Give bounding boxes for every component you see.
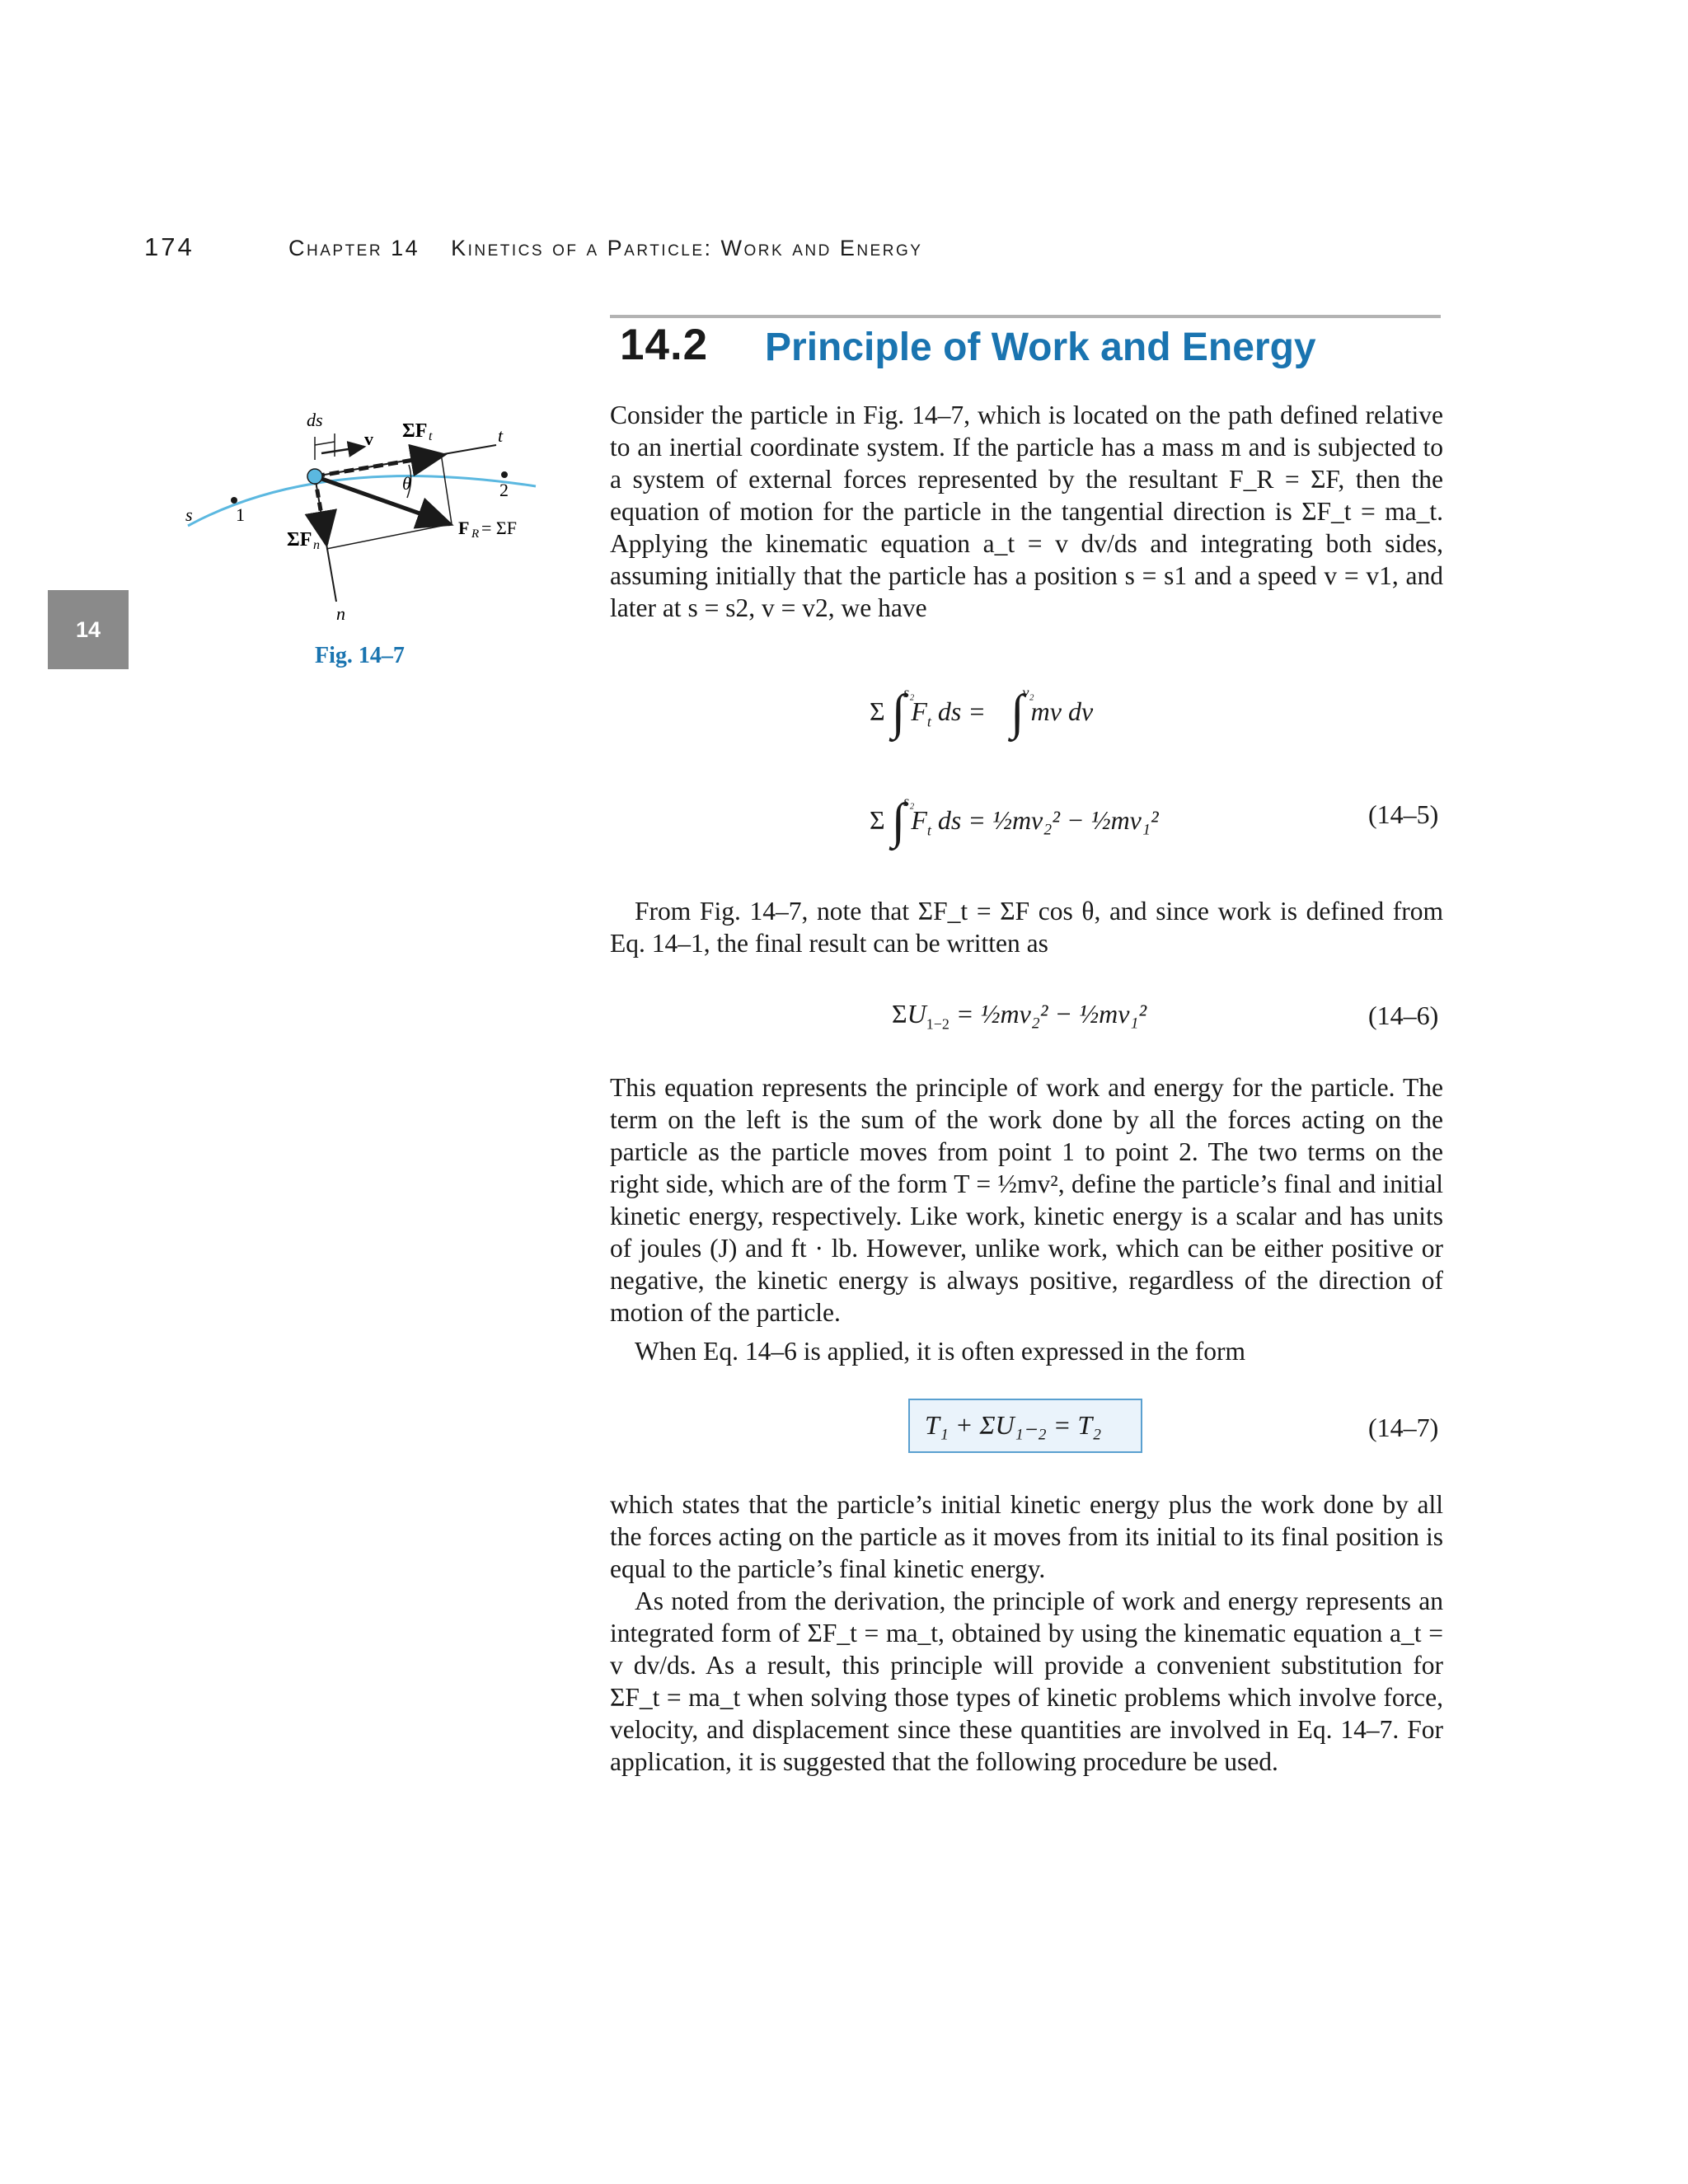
equation-14-5: Σ ∫ $^{s_2}$ $F_t$ ds = ½mv₂² − ½mv₁² (870, 793, 1159, 848)
paragraph-6 (610, 1585, 1443, 1778)
label-fr-eq: = ΣF (481, 518, 517, 538)
section-title: Principle of Work and Energy (765, 326, 1316, 369)
label-theta: θ (402, 473, 411, 494)
equation-number-14-6: (14–6) (1368, 1001, 1439, 1030)
label-sum-ft: ΣF (402, 420, 428, 442)
figure-caption: Fig. 14–7 (315, 643, 405, 668)
label-point-1: 1 (236, 504, 245, 525)
label-v: v (364, 429, 373, 449)
paragraph-4-text: When Eq. 14–6 is applied, it is often expressed in the form (635, 1337, 1245, 1366)
paragraph-5 (610, 1488, 1443, 1585)
point-2-dot (501, 471, 508, 478)
sum-ft-vector (315, 455, 443, 476)
parallelogram-side (326, 524, 450, 549)
velocity-arrow (321, 447, 364, 453)
figure-14-7 (173, 404, 552, 643)
label-t-axis: t (498, 425, 504, 446)
running-header (288, 236, 922, 261)
equation-14-7: T₁ + ΣU₁₋₂ = T₂ (925, 1410, 1102, 1440)
label-point-2: 2 (499, 480, 509, 500)
label-sum-ft-sub: t (429, 429, 433, 443)
label-sum-fn-sub: n (313, 538, 320, 552)
label-ds: ds (307, 410, 323, 430)
chapter-tab: 14 (48, 590, 129, 669)
label-fr: F (458, 518, 470, 538)
particle (307, 469, 322, 484)
equation-integral: Σ ∫ $^{s_2}$ $F_t$ ds = ∫ $^{v_2}$ mv dv (870, 684, 1094, 739)
resultant-vector (315, 476, 450, 524)
label-sum-fn: ΣF (287, 529, 312, 551)
paragraph-2-text: From Fig. 14–7, note that ΣF_t = ΣF cos θ, and since work is defined from Eq. 14–1, the final result can be written as (610, 897, 1443, 958)
chapter-label: Chapter 14 (288, 236, 420, 260)
ds-marker (315, 442, 335, 445)
section-rule (610, 315, 1441, 318)
equation-number-14-5: (14–5) (1368, 799, 1439, 829)
equation-14-6: $\Sigma U_{1-2}$ = ½mv₂² − ½mv₁² (892, 999, 1147, 1033)
equation-number-14-7: (14–7) (1368, 1413, 1439, 1442)
equation-14-7-box (908, 1399, 1142, 1453)
page-number: 174 (144, 232, 195, 261)
paragraph-1-text: Consider the particle in Fig. 14–7, which is located on the path defined relative to an inertial coordinate system. If the particle has a mass m and is subjected to a system of external forces represented by the resultant F_R = ΣF, then the equation of motion for the particle in the tangential direction is ΣF_t = ma_t. Applying the kinematic equation a_t = v dv/ds and integrating both sides, assuming initially that the particle has a position s = s1 and a speed v = v1, and later at s = s2, v = v2, we have (610, 401, 1443, 622)
paragraph-3 (610, 1071, 1443, 1329)
paragraph-2 (610, 895, 1443, 959)
point-1-dot (231, 497, 237, 504)
section-number: 14.2 (620, 321, 709, 369)
paragraph-3-text: This equation represents the principle of work and energy for the particle. The term on the left is the sum of the work done by all the forces acting on the particle as the particle moves from point 1 to point 2. The two terms on the right side, which are of the form T = ½mv², define the particle’s final and initial kinetic energy, respectively. Like work, kinetic energy is a scalar and has units of joules (J) and ft · lb. However, unlike work, which can be either positive or negative, the kinetic energy is always positive, regardless of the direction of motion of the particle. (610, 1073, 1443, 1327)
label-s-axis: s (185, 504, 193, 525)
chapter-title: Kinetics of a Particle: Work and Energy (451, 236, 923, 260)
paragraph-4 (610, 1335, 1443, 1367)
label-fr-sub: R (471, 527, 480, 541)
paragraph-6-text: As noted from the derivation, the principle of work and energy represents an integrated form of ΣF_t = ma_t, obtained by using the kinematic equation a_t = v dv/ds. As a result, this principle will provide a convenient substitution for ΣF_t = ma_t when solving those types of kinetic problems which involve force, velocity, and displacement since these quantities are involved in Eq. 14–7. For application, it is suggested that the following procedure be used. (610, 1586, 1443, 1776)
label-n-axis: n (336, 603, 345, 624)
paragraph-1 (610, 399, 1443, 624)
paragraph-5-text: which states that the particle’s initial kinetic energy plus the work done by all the forces acting on the particle as it moves from its initial to its final position is equal to the particle’s final kinetic energy. (610, 1490, 1443, 1583)
parallelogram-side (441, 453, 452, 524)
